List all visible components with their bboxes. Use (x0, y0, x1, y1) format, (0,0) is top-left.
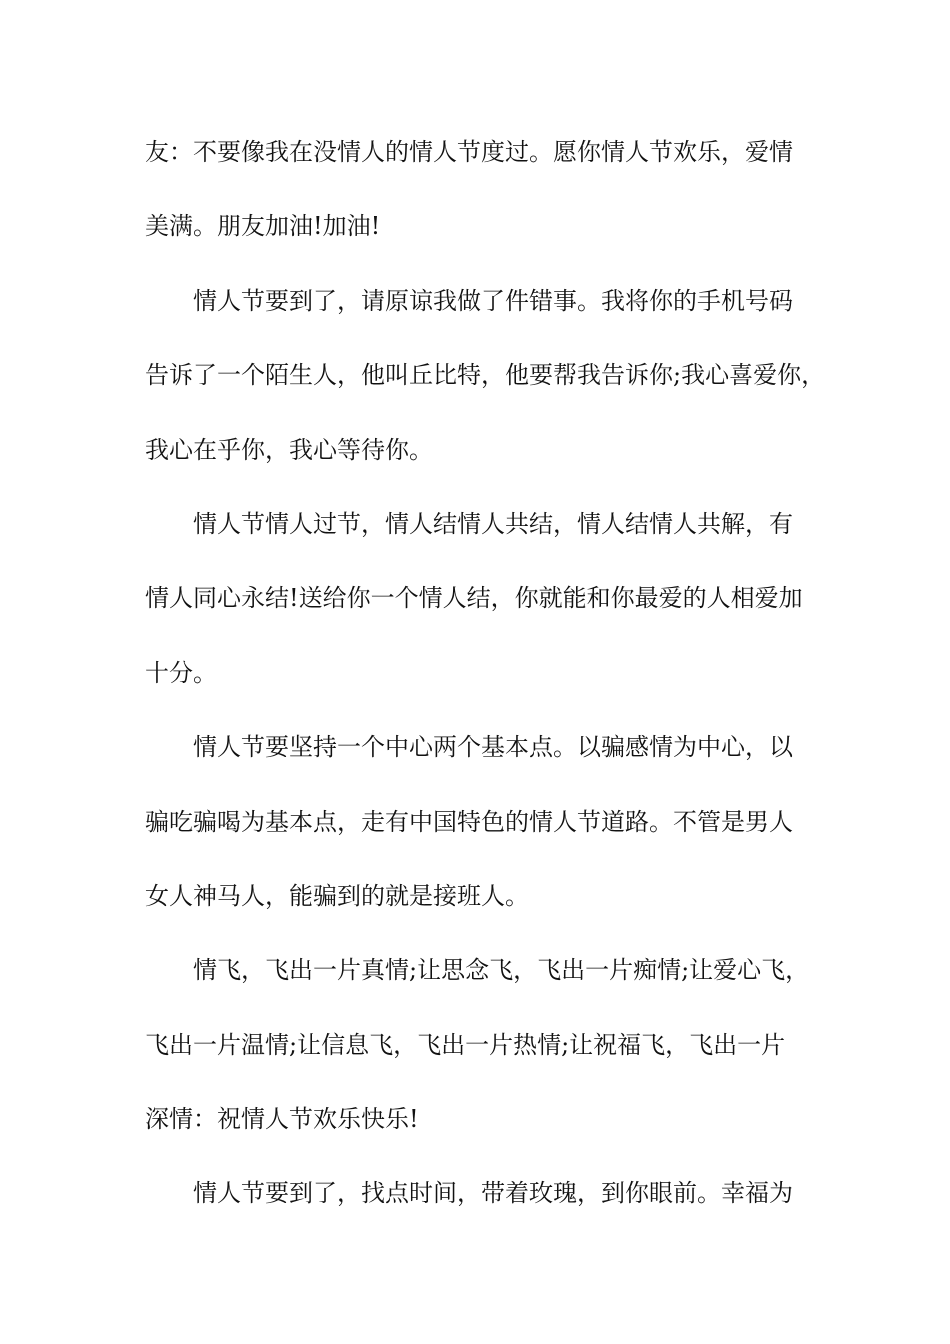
paragraph-first-line: 情人节要坚持一个中心两个基本点。以骗感情为中心，以 (193, 733, 793, 762)
text-line: 飞出一片温情;让信息飞，飞出一片热情;让祝福飞，飞出一片 (145, 1030, 786, 1059)
paragraph-first-line: 情飞，飞出一片真情;让思念飞，飞出一片痴情;让爱心飞， (193, 956, 810, 985)
document-body (145, 128, 826, 1244)
text-line: 告诉了一个陌生人，他叫丘比特，他要帮我告诉你;我心喜爱你， (145, 361, 826, 390)
text-line: 我心在乎你，我心等待你。 (145, 435, 433, 464)
text-line: 女人神马人，能骗到的就是接班人。 (145, 881, 529, 910)
paragraph-first-line: 情人节要到了，找点时间，带着玫瑰，到你眼前。幸福为 (193, 1179, 793, 1208)
text-line: 骗吃骗喝为基本点，走有中国特色的情人节道路。不管是男人 (145, 807, 793, 836)
text-line: 友：不要像我在没情人的情人节度过。愿你情人节欢乐，爱情 (145, 138, 793, 166)
paragraph-first-line: 情人节情人过节，情人结情人共结，情人结情人共解，有 (193, 509, 793, 538)
text-line: 情人同心永结!送给你一个情人结，你就能和你最爱的人相爱加 (145, 584, 803, 613)
text-line: 十分。 (145, 658, 217, 687)
paragraph-first-line: 情人节要到了，请原谅我做了件错事。我将你的手机号码 (193, 286, 793, 315)
text-line: 深情：祝情人节欢乐快乐! (145, 1105, 419, 1134)
text-line: 美满。朋友加油!加油! (145, 212, 381, 241)
